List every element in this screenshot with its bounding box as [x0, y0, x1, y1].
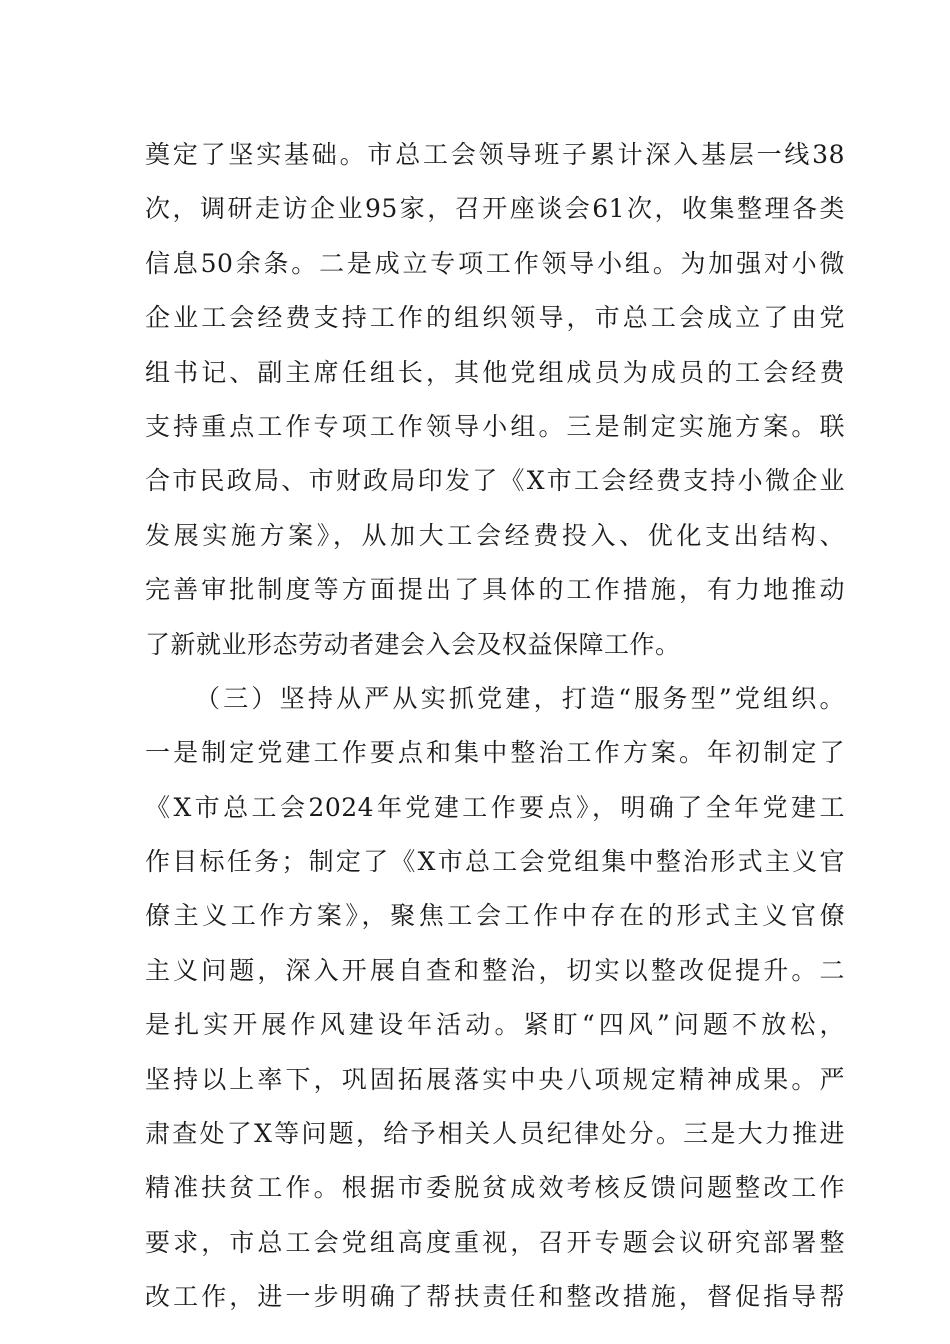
text-line: 精准扶贫工作。根据市委脱贫成效考核反馈问题整改工作 [145, 1173, 845, 1203]
text-line: 了新就业形态劳动者建会入会及权益保障工作。 [145, 629, 681, 659]
text-line: 改工作，进一步明确了帮扶责任和整改措施，督促指导帮 [145, 1282, 845, 1312]
text-line: 信息50余条。二是成立专项工作领导小组。为加强对小微 [145, 248, 845, 278]
text-line: 组书记、副主席任组长，其他党组成员为成员的工会经费 [145, 357, 845, 387]
text-line: 要求，市总工会党组高度重视，召开专题会议研究部署整 [145, 1227, 845, 1257]
text-line: 发展实施方案》，从加大工会经费投入、优化支出结构、 [145, 520, 845, 550]
text-line: 完善审批制度等方面提出了具体的工作措施，有力地推动 [145, 575, 845, 605]
text-line: 作目标任务；制定了《X市总工会党组集中整治形式主义官 [145, 847, 845, 877]
text-line: 奠定了坚实基础。市总工会领导班子累计深入基层一线38 [145, 140, 845, 169]
text-line: 肃查处了X等问题，给予相关人员纪律处分。三是大力推进 [145, 1119, 845, 1149]
text-line: 一是制定党建工作要点和集中整治工作方案。年初制定了 [145, 738, 845, 768]
text-line: 坚持以上率下，巩固拓展落实中央八项规定精神成果。严 [145, 1064, 845, 1094]
text-line: 企业工会经费支持工作的组织领导，市总工会成立了由党 [145, 303, 845, 333]
text-line: 是扎实开展作风建设年活动。紧盯“四风”问题不放松， [145, 1010, 845, 1040]
text-line: 支持重点工作专项工作领导小组。三是制定实施方案。联 [145, 411, 845, 441]
text-line: 《X市总工会2024年党建工作要点》，明确了全年党建工 [145, 792, 845, 822]
text-line: 僚主义工作方案》，聚焦工会工作中存在的形式主义官僚 [145, 901, 845, 931]
text-line: 合市民政局、市财政局印发了《X市工会经费支持小微企业 [145, 466, 845, 496]
body-text [145, 128, 845, 1325]
text-line: 主义问题，深入开展自查和整治，切实以整改促提升。二 [145, 955, 845, 985]
section-heading-line: （三）坚持从严从实抓党建，打造“服务型”党组织。 [195, 683, 845, 713]
text-line: 次，调研走访企业95家，召开座谈会61次，收集整理各类 [145, 194, 845, 224]
